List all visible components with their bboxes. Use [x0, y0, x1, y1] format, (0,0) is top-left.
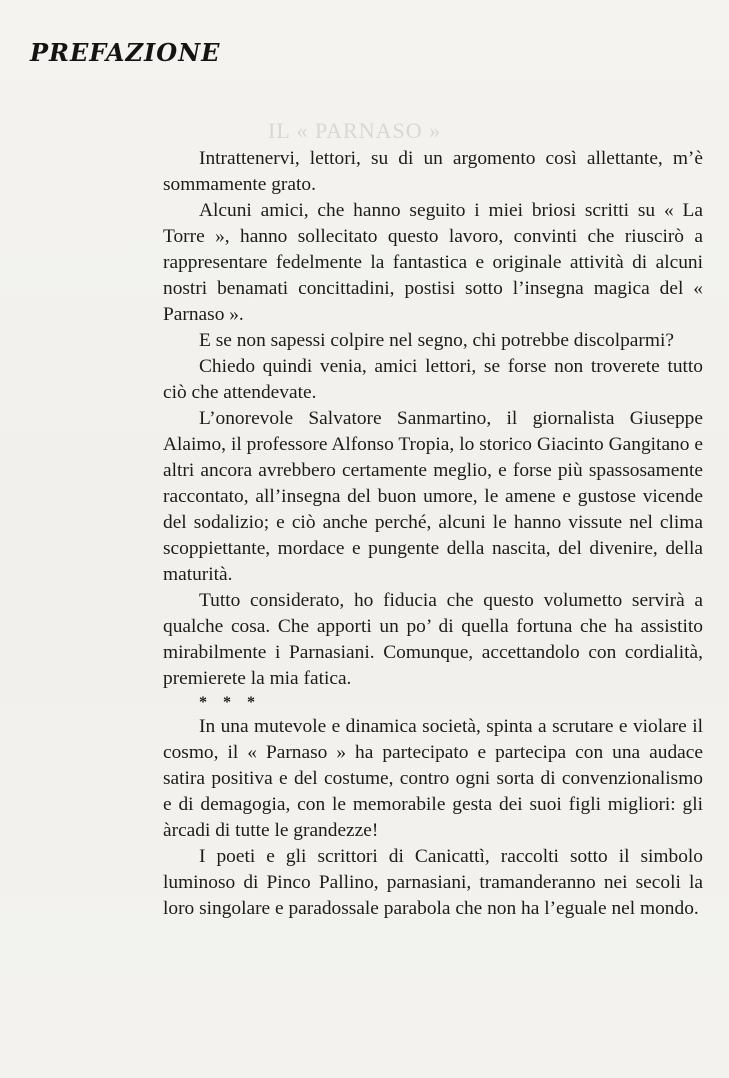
paragraph: Chiedo quindi venia, amici lettori, se forse non troverete tutto ciò che attendevate.: [163, 356, 703, 403]
preface-body: [163, 146, 703, 922]
paragraph: Alcuni amici, che hanno seguito i miei briosi scritti su « La Torre », hanno sollecitato questo lavoro, convinti che riuscirò a rappresentare fedelmente la fantastica e originale attività di alcuni nostri benamati concittadini, postisi sotto l’insegna magica del « Parnaso ».: [163, 200, 703, 325]
section-separator: * * *: [199, 694, 261, 711]
page-title: PREFAZIONE: [30, 38, 221, 67]
paragraph: Intrattenervi, lettori, su di un argomento così allettante, m’è sommamente grato.: [163, 148, 703, 195]
paragraph: E se non sapessi colpire nel segno, chi potrebbe discolparmi?: [199, 330, 674, 351]
bleed-through-heading: IL « PARNASO »: [268, 118, 442, 143]
paragraph: I poeti e gli scrittori di Canicattì, raccolti sotto il simbolo luminoso di Pinco Pallino, parnasiani, tramanderanno nei secoli la loro singolare e paradossale parabola che non ha l’eguale nel mondo.: [163, 846, 703, 919]
paragraph: In una mutevole e dinamica società, spinta a scrutare e violare il cosmo, il « Parnaso » ha partecipato e partecipa con una audace satira positiva e del costume, contro ogni sorta di convenzionalismo e di demagogia, con le memorabile gesta dei suoi figli migliori: gli àrcadi di tutte le grandezze!: [163, 716, 703, 841]
paragraph: Tutto considerato, ho fiducia che questo volumetto servirà a qualche cosa. Che apporti un po’ di quella fortuna che ha assistito mirabilmente i Parnasiani. Comunque, accettandolo con cordialità, premierete la mia fatica.: [163, 590, 703, 689]
paragraph: L’onorevole Salvatore Sanmartino, il giornalista Giuseppe Alaimo, il professore Alfonso Tropia, lo storico Giacinto Gangitano e altri ancora avrebbero certamente meglio, e forse più spassosamente raccontato, all’insegna del buon umore, le amene e gustose vicende del sodalizio; e ciò anche perché, alcuni le hanno vissute nel clima scoppiettante, mordace e pungente della nascita, del divenire, della maturità.: [163, 408, 703, 585]
